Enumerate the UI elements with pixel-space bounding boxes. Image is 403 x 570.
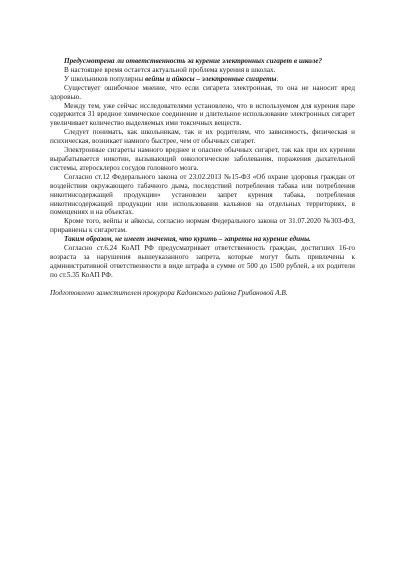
paragraph-3: Существует ошибочное мнение, что если сигарета электронная, то она не наносит вред здоровью. — [50, 83, 355, 101]
document-body — [50, 57, 355, 297]
paragraph-2-suffix: . — [276, 74, 279, 83]
document-title: Предусмотрена ли ответственность за курение электронных сигарет в школе? — [64, 57, 323, 65]
paragraph-7: Согласно ст.12 Федерального закона от 23.02.2013 №15-ФЗ «Об охране здоровья граждан от воздействия окружающего табачного дыма, последствий потребления табака или потребления никотинсодержащей продукции» установлен запрет курения табака, потребления никотинсодержащей продукции или использования кальянов на отдельных территориях, в помещениях и на объектах. — [50, 172, 355, 217]
paragraph-5: Следует понимать, как школьникам, так и их родителям, что зависимость, физическая и психическая, возникает намного быстрее, чем от обычных сигарет. — [50, 128, 355, 146]
paragraph-conclusion: Таким образом, не имеет значения, что курить – запреты на курение едины. — [64, 235, 311, 244]
paragraph-2-prefix: У школьников популярны — [64, 74, 146, 83]
paragraph-8: Кроме того, вейпы и айкосы, согласно нормам Федерального закона от 31.07.2020 №303-ФЗ, приравнены к сигаретам. — [50, 217, 355, 235]
paragraph-4: Между тем, уже сейчас исследователями установлено, что в используемом для курения паре содержится 31 вредное химическое соединение и длительное использование электронных сигарет увеличивает количество выделяемых ими токсичных веществ. — [50, 101, 355, 128]
paragraph-2-emphasis: вейпы и айкосы – электронные сигареты — [145, 74, 277, 83]
signature-line: Подготовлено заместителем прокурора Кадомского района Грибановой А.В. — [50, 288, 288, 297]
paragraph-2 — [50, 75, 355, 84]
paragraph-1: В настоящее время остается актуальной проблема курения в школах. — [64, 65, 276, 74]
paragraph-6: Электронные сигареты намного вреднее и опаснее обычных сигарет, так как при их курении вырабатывается никотин, вызывающий онкологические заболевания, поражения дыхательной системы, атеросклероз сосудов головного мозга. — [50, 146, 355, 172]
paragraph-10: Согласно ст.6.24 КоАП РФ предусматривает ответственность граждан, достигших 16-го возраста за нарушения вышеуказанного запрета, которые могут быть привлечены к административной ответственности в виде штрафа в сумме от 500 до 1500 рублей, а их родители по ст.5.35 КоАП РФ. — [50, 244, 355, 279]
